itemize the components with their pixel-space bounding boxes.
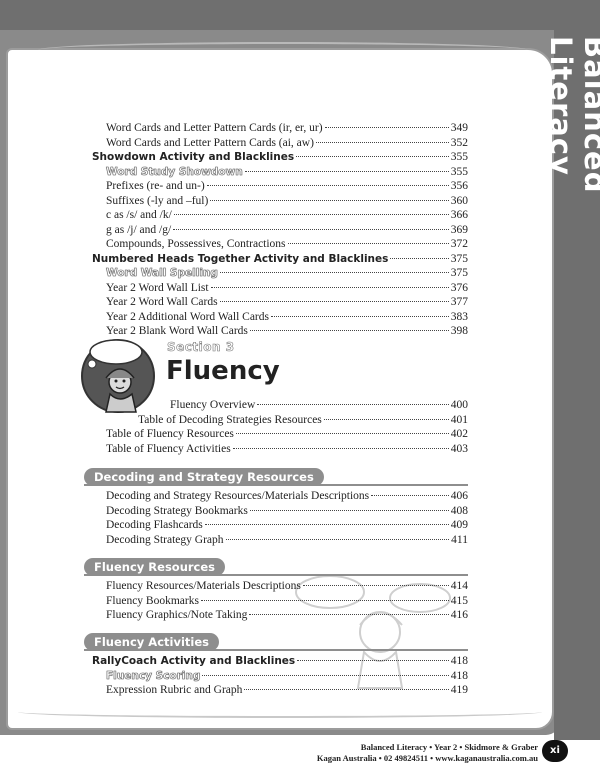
dot-leader [271,316,449,317]
toc-entry-page: 408 [450,504,468,517]
dot-leader [250,330,449,331]
toc-entry-page: 402 [450,428,468,440]
toc-entry [106,121,468,135]
toc-entry-page: 377 [450,296,468,308]
toc-entry [106,295,468,309]
dot-leader [220,301,449,302]
toc-entry-page: 414 [450,580,468,592]
dot-leader [303,585,449,586]
toc-entry-page: 366 [450,209,468,221]
dot-leader [205,524,449,525]
toc-entry [106,194,468,208]
section-label: Section 3 [167,340,235,354]
dot-leader [207,185,449,186]
toc-entry-page: 409 [450,519,468,531]
group-heading-tab: Decoding and Strategy Resources [84,468,324,486]
toc-entry-label: Word Cards and Letter Pattern Cards (ir, er, ur) [106,122,323,134]
toc-entry-page: 401 [450,413,468,426]
toc-entry-label: Year 2 Word Wall Cards [106,296,218,308]
toc-entry [106,266,468,280]
toc-entry [106,533,468,547]
toc-entry [106,594,468,608]
toc-entry [106,136,468,150]
toc-entry [106,324,468,338]
dot-leader [236,433,449,434]
toc-entry-label: Year 2 Word Wall List [106,281,209,294]
footer [317,742,538,764]
toc-entry [92,150,468,164]
dot-leader [296,156,449,157]
group-heading-rule [84,574,468,576]
toc-entry [92,252,468,266]
toc-entry-page: 372 [450,238,468,250]
dot-leader [226,539,450,540]
side-title [544,36,612,336]
toc-entry [106,683,468,697]
toc-entry [106,489,468,503]
toc-entry-label: Fluency Scoring [106,669,201,682]
toc-entry-label: Year 2 Additional Word Wall Cards [106,310,269,323]
toc-entry-page: 415 [450,594,468,607]
group-heading-tab: Fluency Resources [84,558,225,576]
toc-entry-label: Decoding and Strategy Resources/Materials Descriptions [106,490,370,502]
toc-entry [106,608,468,622]
dot-leader [249,614,448,615]
toc-entry [106,518,468,532]
toc-entry-page: 400 [450,399,468,411]
dot-leader [173,229,449,230]
toc-entry-page: 356 [450,180,468,192]
toc-entry [106,281,468,295]
toc-entry [106,208,468,222]
toc-entry-label: RallyCoach Activity and Blacklines [92,655,296,667]
toc-entry-label: Fluency Graphics/Note Taking [106,609,248,621]
toc-entry-label: Fluency Bookmarks [106,594,199,607]
toc-entry-page: 406 [450,490,468,502]
side-title-text: Balanced Literacy [544,36,612,194]
toc-entry-label: Decoding Strategy Bookmarks [106,504,248,517]
toc-entry-page: 349 [450,122,468,134]
toc-entry-label: Table of Decoding Strategies Resources [138,413,322,426]
toc-entry-page: 398 [450,325,468,337]
toc-entry-label: Showdown Activity and Blacklines [92,151,295,163]
dot-leader [245,171,449,172]
toc-entry [106,669,468,683]
group-heading-tab: Fluency Activities [84,633,219,651]
dot-leader [390,258,448,259]
toc-entry-label: Suffixes (-ly and –ful) [106,194,209,207]
toc-entry-page: 418 [450,655,468,667]
toc-entry [106,165,468,179]
toc-entry-page: 418 [450,669,468,682]
toc-entry-page: 376 [450,281,468,294]
toc-entry-label: Expression Rubric and Graph [106,684,243,696]
toc-entry-label: Word Cards and Letter Pattern Cards (ai, aw) [106,136,314,149]
toc-entry-label: Table of Fluency Activities [106,442,231,455]
toc-entry [106,237,468,251]
page-number: xi [542,740,568,762]
toc-entry [106,504,468,518]
toc-entry-page: 369 [450,223,468,236]
toc-entry-label: g as /j/ and /g/ [106,223,172,236]
toc-entry-page: 360 [450,194,468,207]
toc-entry-label: Fluency Overview [170,399,256,411]
section-mascot-icon [76,334,160,414]
dot-leader [202,675,448,676]
dot-leader [371,495,449,496]
toc-entry-page: 416 [450,609,468,621]
toc-entry-page: 375 [450,267,468,279]
section-title: Fluency [166,356,280,386]
toc-entry [106,579,468,593]
dot-leader [297,660,449,661]
group-heading-rule [84,649,468,651]
dot-leader [201,600,449,601]
dot-leader [220,272,449,273]
dot-leader [288,243,449,244]
toc-entry [170,398,468,412]
dot-leader [250,510,449,511]
group-heading-rule [84,484,468,486]
toc-entry-page: 375 [450,252,468,265]
toc-entry-page: 355 [450,151,468,163]
dot-leader [324,419,449,420]
toc-entry [92,654,468,668]
footer-line-1: Balanced Literacy • Year 2 • Skidmore & Graber [360,742,538,752]
toc-entry [106,442,468,456]
toc-entry-label: Table of Fluency Resources [106,428,234,440]
toc-entry [106,179,468,193]
dot-leader [210,200,448,201]
toc-entry-label: Word Wall Spelling [106,267,218,279]
dot-leader [174,214,449,215]
toc-entry-page: 419 [450,684,468,696]
toc-entry-page: 411 [451,533,468,546]
toc-entry-label: Fluency Resources/Materials Descriptions [106,580,301,592]
dot-leader [257,404,448,405]
toc-entry-page: 383 [450,310,468,323]
dot-leader [211,287,449,288]
toc-entry-page: 352 [450,136,468,149]
dot-leader [325,127,449,128]
toc-entry-label: Prefixes (re- and un-) [106,180,205,192]
toc-entry-label: Word Study Showdown [106,165,243,178]
toc-entry-label: Year 2 Blank Word Wall Cards [106,325,248,337]
toc-entry-page: 355 [450,165,468,178]
toc-entry-label: Compounds, Possessives, Contractions [106,238,286,250]
toc-entry-label: c as /s/ and /k/ [106,209,172,221]
toc-entry [106,310,468,324]
dot-leader [233,448,449,449]
toc-entry [138,413,468,427]
footer-line-2: Kagan Australia • 02 49824511 • www.kaganaustralia.com.au [316,753,538,763]
toc-entry [106,427,468,441]
toc-entry [106,223,468,237]
toc-entry-label: Decoding Flashcards [106,519,203,531]
toc-entry-label: Numbered Heads Together Activity and Blacklines [92,252,389,265]
dot-leader [244,689,448,690]
toc-entry-page: 403 [450,442,468,455]
dot-leader [316,142,449,143]
toc-entry-label: Decoding Strategy Graph [106,533,224,546]
